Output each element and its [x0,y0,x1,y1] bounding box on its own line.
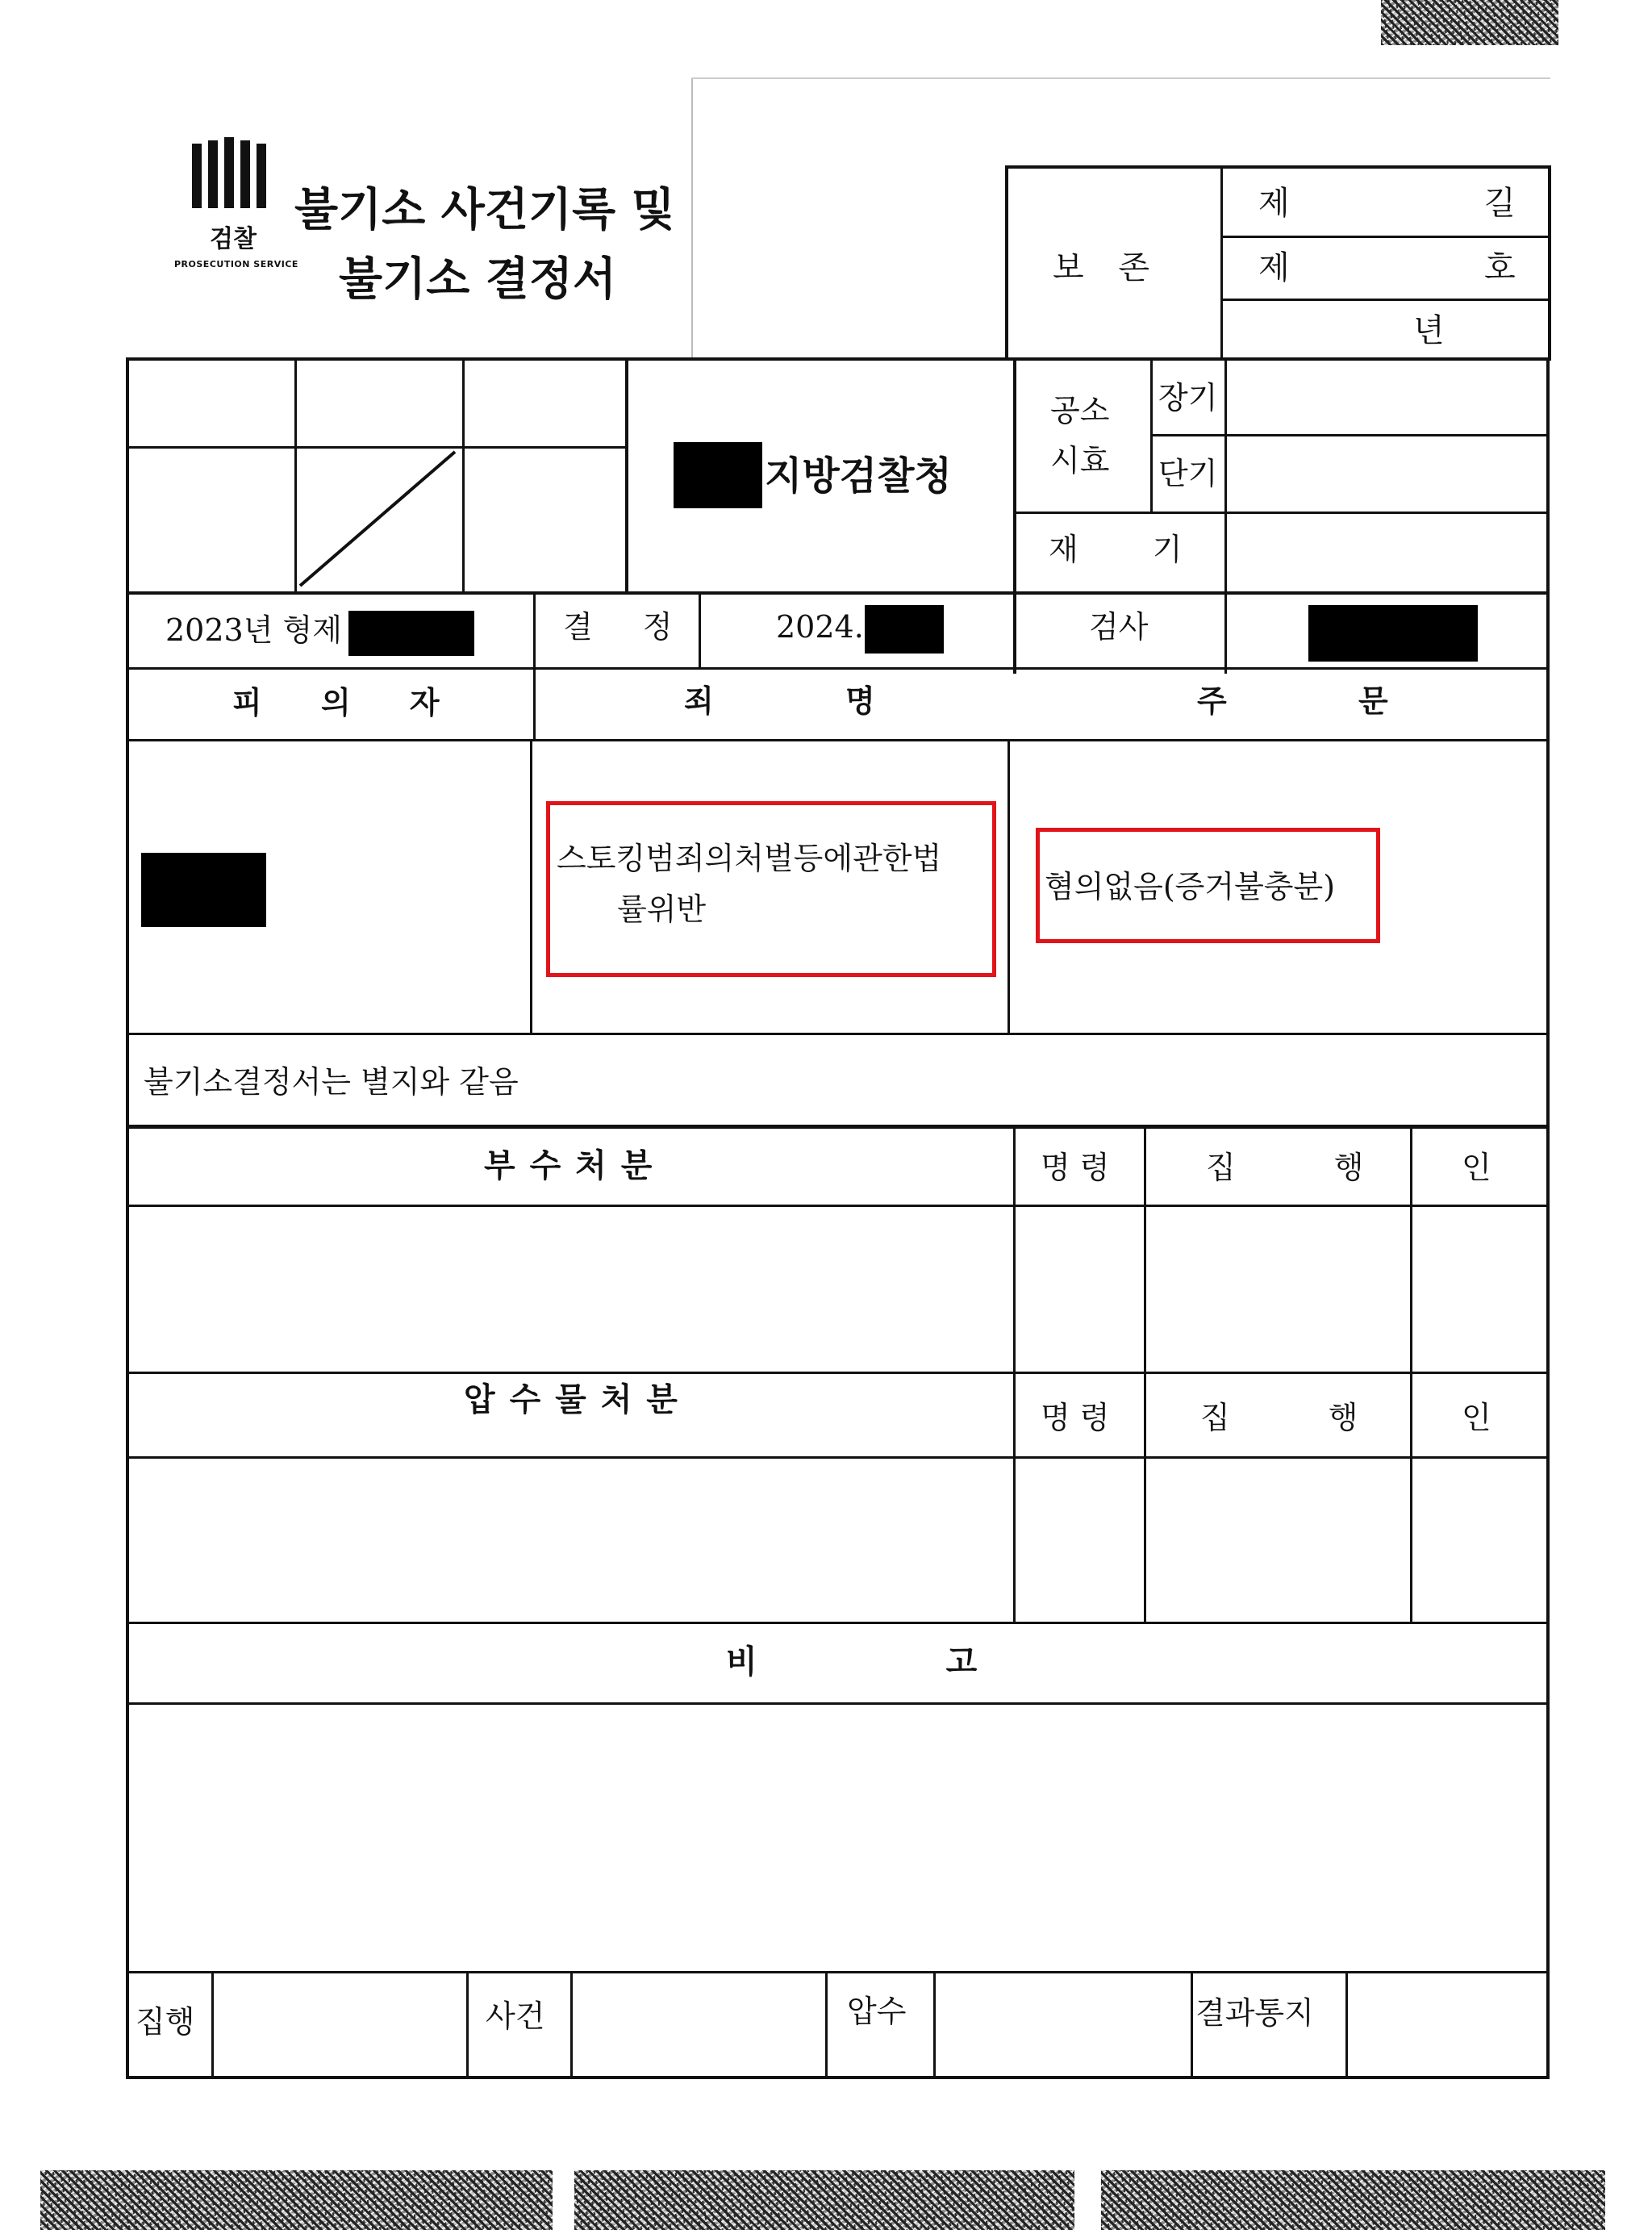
scan-noise-top [1381,0,1558,45]
scan-noise-bottom-right [1101,2170,1605,2230]
document-title-line2: 불기소 결정서 [339,253,617,306]
void-slash-mark [297,449,458,590]
main-table-left [126,357,129,2079]
seized-title: 압 수 물 처 분 [464,1380,678,1418]
footer-seizure-label: 압수 [847,1994,907,2029]
remarks-title: 비 고 [726,1643,978,1681]
scan-noise-bottom-mid [574,2170,1074,2230]
disposition-text: 혐의없음(증거불충분) [1045,869,1336,904]
prosecution-logo-icon [192,137,281,214]
logo-subtext: PROSECUTION SERVICE [174,259,298,269]
preservation-row1-prefix: 제 [1258,185,1290,222]
statute-resume: 재 기 [1049,532,1183,567]
footer-case-label: 사건 [486,1998,545,2034]
statute-short: 단기 [1158,456,1218,491]
header-top-border [691,77,1550,79]
supplementary-executor-label: 집 행 [1206,1150,1364,1185]
seized-order-label: 명 령 [1041,1400,1110,1435]
charge-highlight-box [546,801,996,977]
statute-label-line1: 공소 [1050,393,1110,428]
preservation-row3: 년 [1413,312,1445,349]
supplementary-seal-label: 인 [1462,1150,1491,1185]
supplementary-order-label: 명 령 [1041,1150,1110,1185]
main-table-bottom [126,2076,1550,2079]
preservation-row1-suffix: 길 [1484,185,1516,222]
preservation-box [1007,165,1551,169]
preservation-row2-prefix: 제 [1258,249,1290,286]
main-table-right [1546,357,1550,2079]
prosecution-logo [169,137,315,274]
document-title-line1: 불기소 사건기록 및 [294,183,675,236]
case-number-prefix: 2023년 형제 [165,612,342,648]
redacted-prosecutor-name [1308,605,1478,662]
redacted-decision-date [865,605,944,654]
charge-text-line1: 스토킹범죄의처벌등에관한법 [557,841,942,876]
preservation-row2-suffix: 호 [1484,249,1516,286]
column-header-charge: 죄 명 [684,683,875,719]
redacted-suspect-name [141,853,266,927]
supplementary-title: 부 수 처 분 [484,1146,653,1184]
office-name: 지방검찰청 [765,453,952,499]
seized-executor-label: 집 행 [1200,1400,1358,1435]
main-table-top [127,357,1551,361]
redacted-office-prefix [674,442,762,508]
decision-date: 2024. [776,609,864,645]
statute-long: 장기 [1158,380,1218,416]
decision-note: 불기소결정서는 별지와 같음 [144,1064,519,1100]
charge-text-line2: 률위반 [617,892,707,927]
footer-result-notice-label: 결과통지 [1195,1995,1314,2031]
seized-seal-label: 인 [1462,1400,1491,1435]
preservation-label: 보 존 [1053,249,1149,286]
prosecutor-label: 검사 [1089,609,1149,645]
column-header-disposition: 주 문 [1197,683,1388,719]
logo-text: 검찰 [210,225,257,253]
column-header-suspect: 피 의 자 [232,684,440,720]
redacted-case-number [348,611,474,656]
statute-label-line2: 시효 [1050,443,1110,478]
scan-noise-bottom-left [40,2170,553,2230]
footer-execution-label: 집행 [136,2004,195,2040]
decision-label: 결 정 [563,609,673,645]
header-divider [691,79,693,357]
